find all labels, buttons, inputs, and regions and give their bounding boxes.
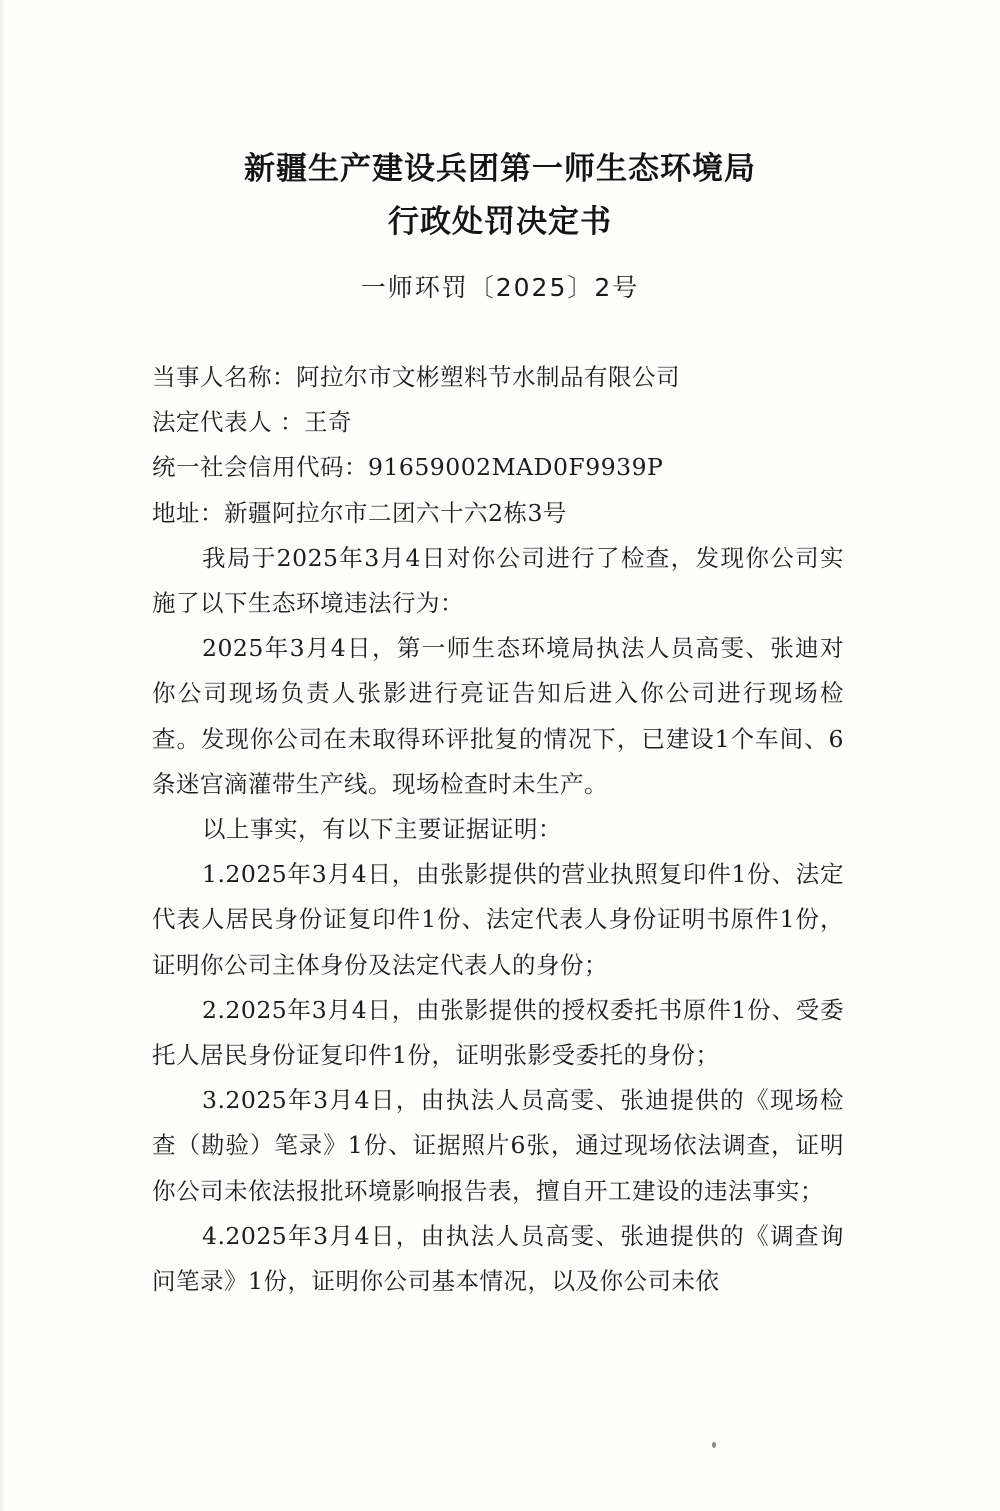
document-number: 一师环罚〔2025〕2号 [360, 273, 640, 302]
evidence-item-2: 2.2025年3月4日，由张影提供的授权委托书原件1份、受委托人居民身份证复印件1份，证明张影受委托的身份； [152, 995, 844, 1070]
evidence-item-1: 1.2025年3月4日，由张影提供的营业执照复印件1份、法定代表人居民身份证复印件1份、法定代表人身份证明书原件1份，证明你公司主体身份及法定代表人的身份； [152, 860, 844, 979]
evidence-item-3: 3.2025年3月4日，由执法人员高雯、张迪提供的《现场检查（勘验）笔录》1份、证据照片6张，通过现场依法调查，证明你公司未依法报批环境影响报告表，擅自开工建设的违法事实； [152, 1086, 844, 1205]
document-title-issuer: 新疆生产建设兵团第一师生态环境局 [244, 151, 756, 187]
party-name: 当事人名称：阿拉尔市文彬塑料节水制品有限公司 [152, 363, 680, 391]
paragraph-inspection: 我局于2025年3月4日对你公司进行了检查，发现你公司实施了以下生态环境违法行为： [152, 543, 844, 618]
document-title-type: 行政处罚决定书 [388, 204, 612, 240]
paragraph-facts: 2025年3月4日，第一师生态环境局执法人员高雯、张迪对你公司现场负责人张影进行亮证告知后进入你公司进行现场检查。发现你公司在未取得环评批复的情况下，已建设1个车间、6条迷宫滴灌带生产线。现场检查时未生产。 [152, 634, 844, 798]
paragraph-evidence-intro: 以上事实，有以下主要证据证明： [202, 815, 562, 844]
evidence-item-4: 4.2025年3月4日，由执法人员高雯、张迪提供的《调查询问笔录》1份，证明你公司基本情况，以及你公司未依 [152, 1221, 844, 1296]
document-body [152, 355, 844, 1304]
legal-representative: 法定代表人 ：王奇 [152, 408, 352, 437]
credit-code: 统一社会信用代码：91659002MAD0F9939P [152, 453, 664, 482]
address: 地址：新疆阿拉尔市二团六十六2栋3号 [152, 498, 567, 527]
scan-speck [712, 1442, 716, 1448]
